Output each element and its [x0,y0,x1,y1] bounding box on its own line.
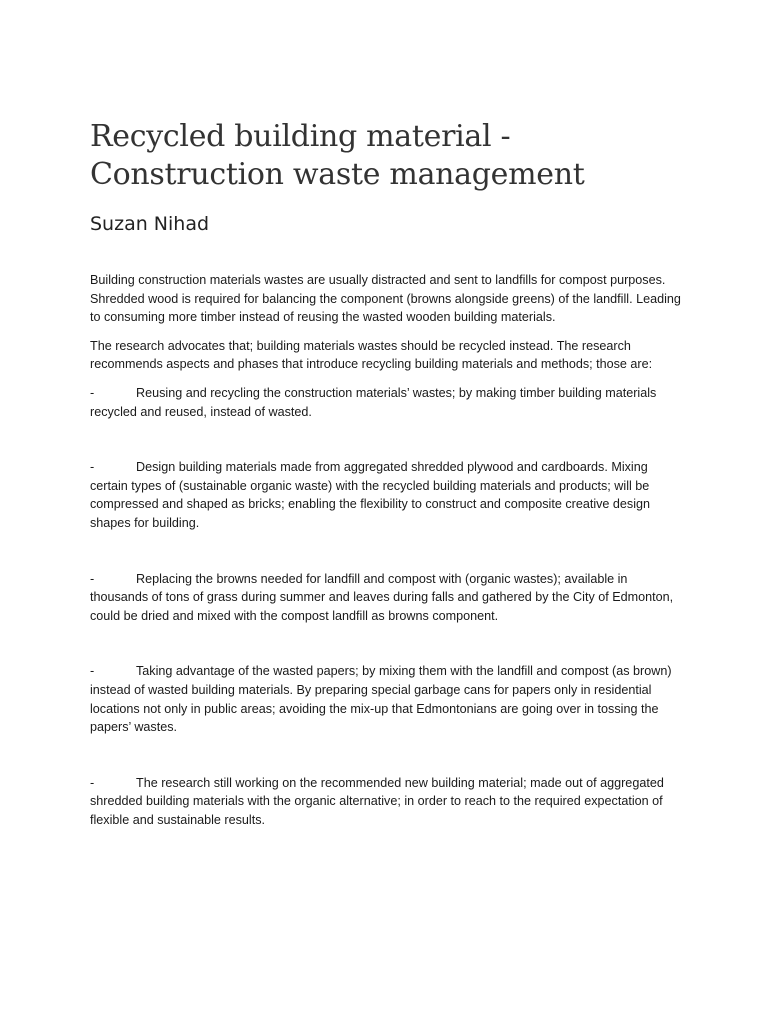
document-page [90,118,682,829]
title-line-1: Recycled building material - [90,119,511,154]
title-line-2: Construction waste management [90,157,585,192]
list-item [90,774,682,830]
bullet-dash: - [90,664,95,679]
list-item-text: The research still working on the recommended new building material; made out of aggregated shredded building materials with the organic alternative; in order to reach to the required expectation of flexible and sustainable results. [90,775,664,827]
document-body [90,271,682,829]
list-item [90,570,682,626]
list-item-text: Replacing the browns needed for landfill and compost with (organic wastes); available in thousands of tons of grass during summer and leaves during falls and gathered by the City of Edmonton, could be dried and mixed with the compost landfill as browns component. [90,571,674,623]
author-name: Suzan Nihad [90,213,210,235]
bullet-dash: - [90,571,95,586]
list-item-text: Taking advantage of the wasted papers; by mixing them with the landfill and compost (as brown) instead of wasted building materials. By preparing special garbage cans for papers only in residential locations not only in public areas; avoiding the mix-up that Edmontonians are going over in tossing the papers’ wastes. [90,664,672,735]
bullet-dash: - [90,460,95,475]
intro-paragraph: Building construction materials wastes are usually distracted and sent to landfills for compost purposes. Shredded wood is required for balancing the component (browns alongside greens) of the landfill. Leading to consuming more timber instead of reusing the wasted wooden building materials. [90,273,681,325]
bullet-dash: - [90,775,95,790]
list-item-text: Reusing and recycling the construction materials’ wastes; by making timber building materials recycled and reused, instead of wasted. [90,385,657,419]
list-item [90,662,682,736]
document-title [90,118,682,194]
list-item [90,458,682,532]
research-paragraph: The research advocates that; building materials wastes should be recycled instead. The research recommends aspects and phases that introduce recycling building materials and methods; those are: [90,338,653,372]
bullet-dash: - [90,385,95,400]
list-item-text: Design building materials made from aggregated shredded plywood and cardboards. Mixing certain types of (sustainable organic waste) with the recycled building materials and products; will be compressed and shaped as bricks; enabling the flexibility to construct and composite creative design shapes for building. [90,460,651,530]
list-item [90,384,682,421]
